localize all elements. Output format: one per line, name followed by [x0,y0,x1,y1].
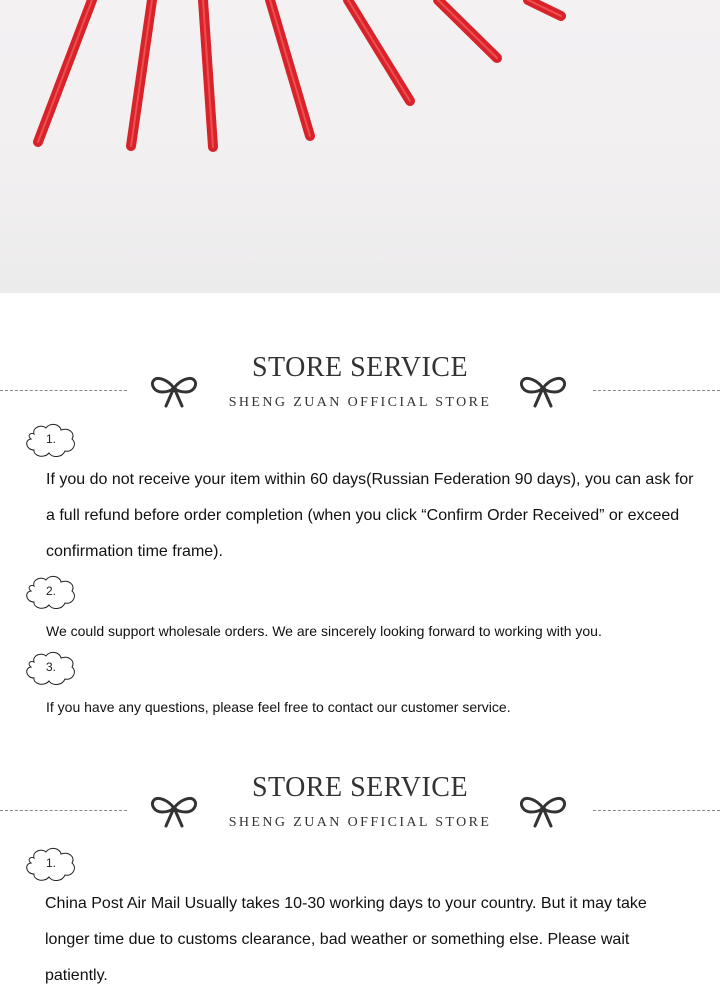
section-subtitle: SHENG ZUAN OFFICIAL STORE [228,395,492,410]
section-header [0,772,720,842]
badge-number: 3. [45,660,56,674]
section-subtitle: SHENG ZUAN OFFICIAL STORE [228,815,492,830]
store-service-section-2 [0,772,720,842]
item-text: If you have any questions, please feel free to contact our customer service. [46,699,511,715]
divider-left [0,390,127,391]
number-badge [24,846,78,884]
number-badge [24,574,78,612]
section-title: STORE SERVICE [251,352,469,383]
divider-right [593,810,720,811]
number-badge [24,422,78,460]
badge-number: 1. [45,856,56,870]
product-photo [0,0,720,293]
item-text: We could support wholesale orders. We are sincerely looking forward to working with you. [46,623,602,639]
section-title: STORE SERVICE [251,772,469,803]
badge-number: 1. [45,432,56,446]
red-rods-image [0,0,720,293]
divider-right [593,390,720,391]
divider-left [0,810,127,811]
number-badge [24,650,78,688]
store-service-section-1 [0,352,720,422]
item-text: If you do not receive your item within 60 days(Russian Federation 90 days), you can ask for a full refund before order completion (when you click “Confirm Order Received” or exceed confirmation time frame). [46,471,694,560]
section-header [0,352,720,422]
badge-number: 2. [45,584,56,598]
item-text: China Post Air Mail Usually takes 10-30 working days to your country. But it may take longer time due to customs clearance, bad weather or something else. Please wait patiently. [45,895,647,984]
